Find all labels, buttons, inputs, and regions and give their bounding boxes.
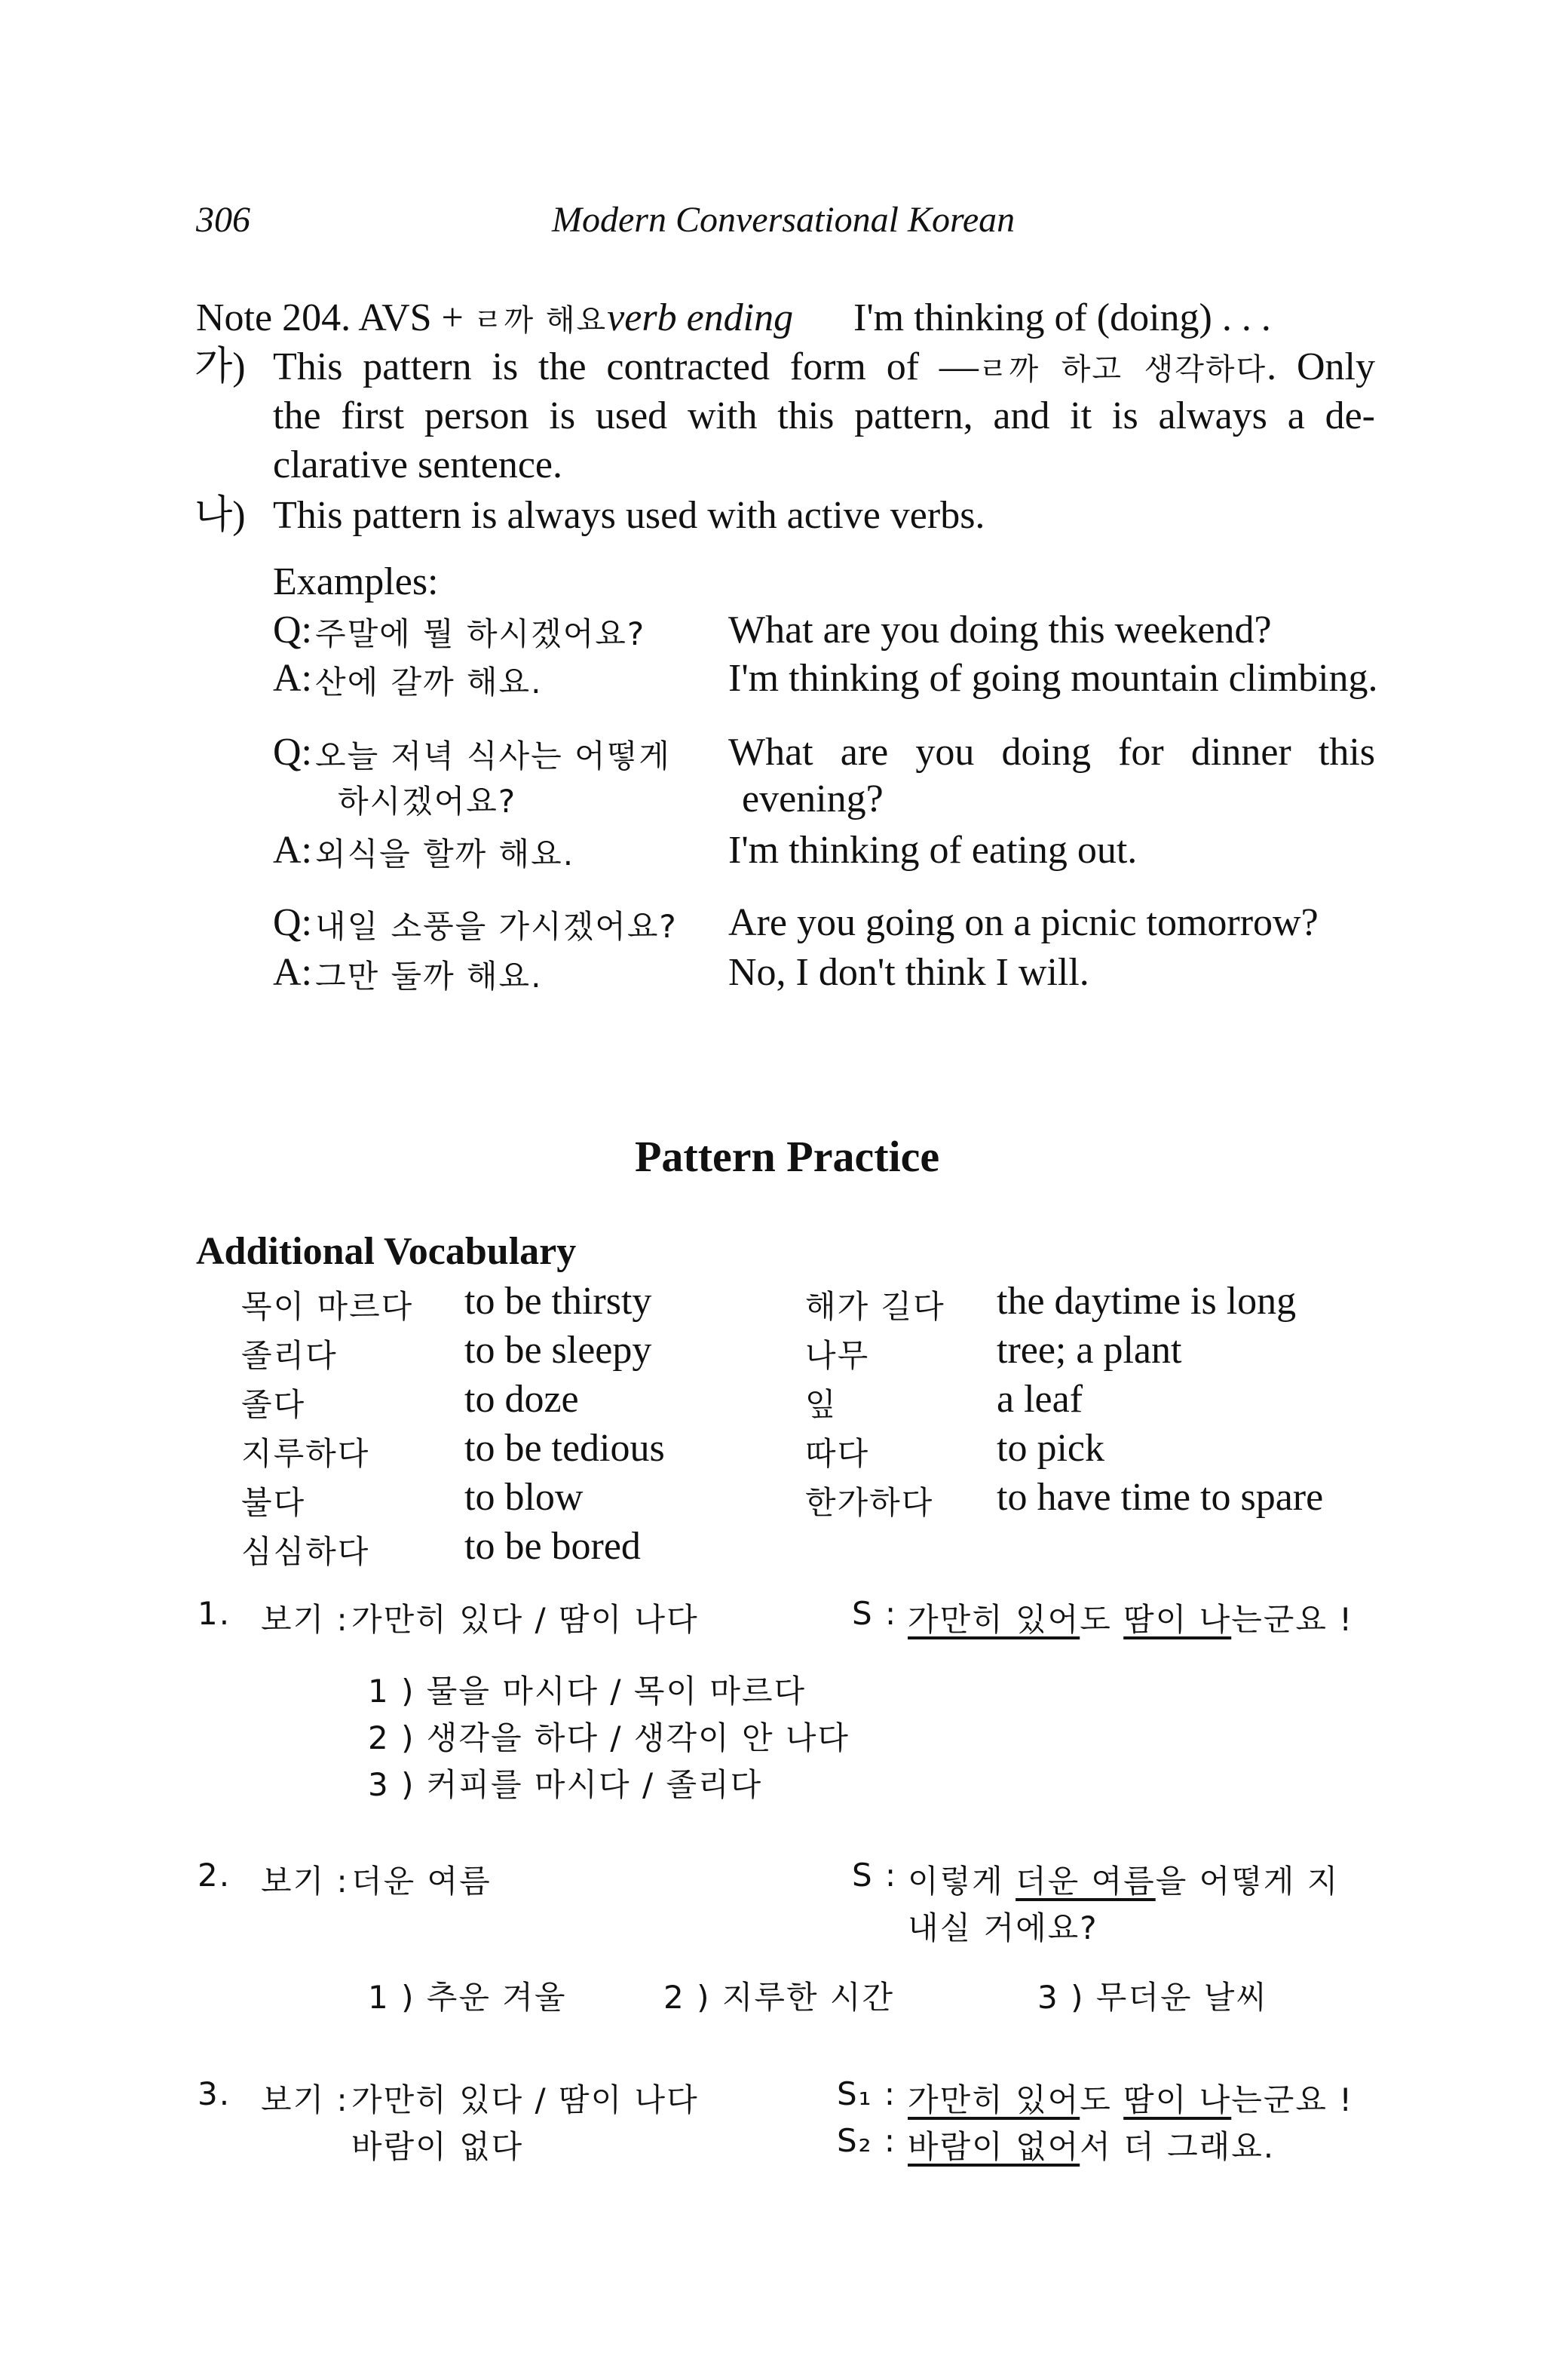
vocab-english: to be bored: [464, 1525, 641, 1568]
vocab-korean: 잎: [805, 1386, 838, 1423]
example-a-english: No, I don't think I will.: [728, 951, 1089, 994]
vocab-english: to doze: [464, 1378, 579, 1421]
example-a-korean: 외식을 할까 해요.: [315, 836, 575, 873]
answer-space: [1112, 1601, 1123, 1638]
exercise-3-prompt: 가만히 있다 / 땀이 나다: [351, 2081, 699, 2118]
exercise-3-s2-label: S₂ :: [837, 2122, 896, 2159]
pattern-meaning: I'm thinking of (doing) . . .: [853, 296, 1271, 339]
vocab-heading: Additional Vocabulary: [196, 1230, 577, 1273]
answer-text: 서 더 그래요.: [1080, 2128, 1276, 2165]
example-q-english: What are you doing for dinner this: [728, 731, 1375, 774]
answer-underlined: 바람이 없어: [908, 2128, 1080, 2165]
exercise-2-s-label: S :: [852, 1857, 898, 1894]
exercise-1-label: 보기 :: [261, 1601, 349, 1638]
example-a-label: A:: [273, 951, 312, 994]
exercise-1-item: 3 ) 커피를 마시다 / 졸리다: [368, 1766, 763, 1803]
answer-underlined: 가만히 있어: [908, 2081, 1080, 2118]
vocab-english: the daytime is long: [997, 1280, 1297, 1323]
exercise-2-answer-cont: 내실 거에요?: [908, 1909, 1098, 1946]
vocab-english: to blow: [464, 1476, 584, 1519]
answer-text: 는군요 !: [1231, 2081, 1354, 2118]
vocab-korean: 불다: [241, 1484, 306, 1521]
exercise-2-prompt: 더운 여름: [351, 1863, 492, 1900]
example-a-english: I'm thinking of eating out.: [728, 829, 1138, 872]
answer-text: 이렇게: [908, 1863, 1016, 1900]
point-a-korean: ㄹ까 하고 생각하다: [978, 352, 1267, 387]
pattern-korean: ㄹ까 해요: [473, 303, 608, 338]
vocab-korean: 졸다: [241, 1386, 306, 1423]
vocab-korean: 해가 길다: [805, 1288, 945, 1325]
pattern-italic: verb ending: [607, 296, 794, 339]
vocab-english: to be thirsty: [464, 1280, 652, 1323]
point-a-line3: clarative sentence.: [273, 443, 562, 486]
answer-underlined: 더운 여름: [1016, 1863, 1156, 1900]
answer-underlined: 가만히 있어: [908, 1601, 1080, 1638]
example-a-label: A:: [273, 657, 312, 700]
example-q-korean: 내일 소풍을 가시겠어요?: [315, 908, 678, 945]
vocab-korean: 한가하다: [805, 1484, 934, 1521]
example-q-label: Q:: [273, 901, 312, 944]
answer-space: [1112, 2081, 1123, 2118]
point-b-text: This pattern is always used with active verbs.: [273, 494, 985, 537]
vocab-korean: 지루하다: [241, 1435, 370, 1472]
point-a-line2: the first person is used with this pattern, and it is always a de-: [273, 394, 1375, 437]
answer-text: 을 어떻게 지: [1155, 1863, 1340, 1900]
example-a-english: I'm thinking of going mountain climbing.: [728, 657, 1378, 700]
exercise-1-prompt: 가만히 있다 / 땀이 나다: [351, 1601, 699, 1638]
vocab-korean: 목이 마르다: [241, 1288, 414, 1325]
exercise-1-item: 1 ) 물을 마시다 / 목이 마르다: [368, 1673, 807, 1710]
exercise-1-s-label: S :: [852, 1595, 898, 1632]
running-title: Modern Conversational Korean: [552, 200, 1016, 240]
exercise-2-number: 2.: [198, 1857, 231, 1894]
exercise-3-s1-label: S₁ :: [837, 2075, 896, 2112]
point-a-marker: 가): [195, 345, 246, 388]
examples-label: Examples:: [273, 560, 439, 603]
vocab-english: a leaf: [997, 1378, 1083, 1421]
vocab-korean: 따다: [805, 1435, 870, 1472]
example-q-korean: 오늘 저녁 식사는 어떻게: [315, 738, 671, 774]
point-b-marker: 나): [195, 494, 246, 537]
exercise-2-item: 3 ) 무더운 날씨: [1037, 1979, 1269, 2016]
exercise-3-label: 보기 :: [261, 2081, 349, 2118]
example-q-english-cont: evening?: [742, 777, 884, 820]
note-label: Note 204.: [196, 296, 351, 339]
point-a-line1-end: . Only: [1267, 345, 1375, 388]
vocab-english: to have time to spare: [997, 1476, 1324, 1519]
exercise-2-item: 2 ) 지루한 시간: [663, 1979, 895, 2016]
exercise-2-label: 보기 :: [261, 1863, 349, 1900]
answer-text: 는군요 !: [1231, 1601, 1354, 1638]
vocab-english: to be sleepy: [464, 1329, 652, 1372]
example-a-korean: 그만 둘까 해요.: [315, 958, 543, 995]
vocab-english: tree; a plant: [997, 1329, 1182, 1372]
vocab-english: to be tedious: [464, 1427, 665, 1470]
section-title: Pattern Practice: [635, 1132, 940, 1181]
exercise-1-answer: [908, 1595, 1353, 1640]
example-a-korean: 산에 갈까 해요.: [315, 664, 543, 701]
exercise-2-answer: [908, 1857, 1339, 1902]
example-a-label: A:: [273, 829, 312, 872]
exercise-1-number: 1.: [198, 1595, 231, 1632]
example-q-korean-cont: 하시겠어요?: [338, 783, 517, 820]
note-heading: [196, 294, 793, 345]
example-q-label: Q:: [273, 609, 312, 652]
exercise-2-item: 1 ) 추운 겨울: [368, 1979, 567, 2016]
pattern-prefix: AVS +: [358, 296, 464, 339]
vocab-korean: 나무: [805, 1337, 870, 1374]
page-number: 306: [196, 200, 250, 240]
exercise-3-s2-answer: [908, 2122, 1275, 2167]
vocab-english: to pick: [997, 1427, 1104, 1470]
vocab-korean: 심심하다: [241, 1533, 370, 1570]
point-a-line1: [273, 343, 1375, 394]
exercise-3-number: 3.: [198, 2075, 231, 2112]
example-q-label: Q:: [273, 731, 312, 774]
example-q-english: Are you going on a picnic tomorrow?: [728, 901, 1319, 944]
exercise-1-item: 2 ) 생각을 하다 / 생각이 안 나다: [368, 1719, 850, 1756]
vocab-korean: 졸리다: [241, 1337, 338, 1374]
exercise-3-s1-answer: [908, 2075, 1353, 2121]
exercise-3-prompt-cont: 바람이 없다: [351, 2128, 524, 2165]
answer-text: 도: [1080, 2081, 1112, 2118]
answer-text: 도: [1080, 1601, 1112, 1638]
point-a-line1-text: This pattern is the contracted form of —: [273, 345, 979, 388]
answer-underlined: 땀이 나: [1123, 2081, 1232, 2118]
example-q-english: What are you doing this weekend?: [728, 609, 1272, 652]
example-q-korean: 주말에 뭘 하시겠어요?: [315, 615, 646, 652]
answer-underlined: 땀이 나: [1123, 1601, 1232, 1638]
